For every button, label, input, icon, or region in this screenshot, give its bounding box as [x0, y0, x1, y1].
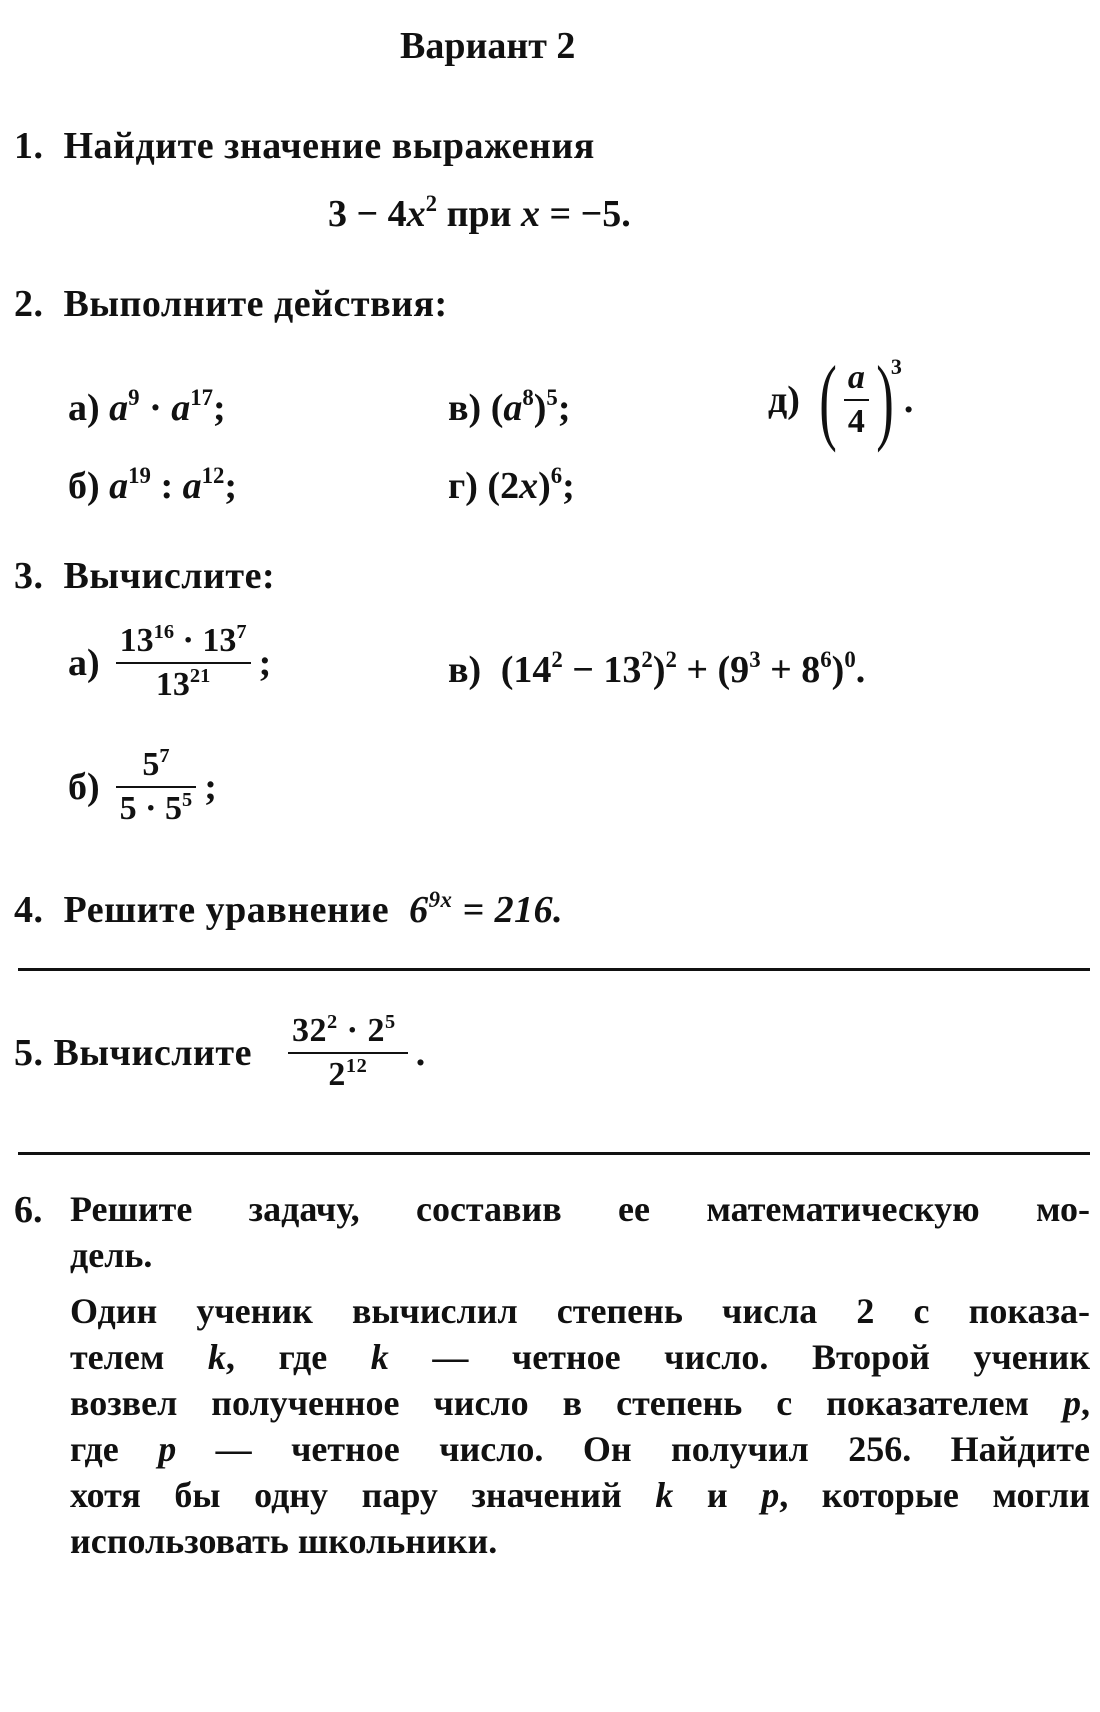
expr-var: k [655, 1475, 674, 1515]
item-label: г) [448, 465, 478, 507]
expr-part: 2 [367, 1012, 385, 1049]
task-5 [14, 1012, 426, 1094]
expr-power: 2 [551, 647, 563, 673]
expr-part: · [139, 387, 172, 429]
expr-part: + 8 [760, 649, 821, 691]
expr-part: = 216. [452, 889, 564, 931]
expr-var: a [171, 387, 191, 429]
expr-part: 32 [291, 1012, 327, 1049]
expr-part: : [150, 465, 183, 507]
fraction-numerator [116, 622, 251, 662]
text-part: — четное число. Второй ученик [388, 1337, 1090, 1377]
task-2b [68, 464, 237, 508]
expr-var: x [519, 465, 539, 507]
divider-line [18, 968, 1090, 971]
task-2a [68, 386, 226, 430]
text-part: — четное число. Он получил 256. Найдите [176, 1429, 1090, 1469]
expr-part: · [174, 622, 203, 659]
expr-power: 21 [189, 664, 211, 687]
task-3-number: 3. [14, 555, 44, 597]
fraction-denominator [152, 664, 214, 704]
task-6-text [70, 1186, 1090, 1278]
expr-power: 12 [345, 1054, 368, 1077]
task-1-heading [14, 124, 595, 168]
task-6-number: 6. [14, 1189, 43, 1231]
fraction-denominator [324, 1054, 371, 1094]
expr-part: 2 [328, 1056, 346, 1093]
expr-power: 9x [428, 887, 453, 913]
expr-var: a [503, 387, 523, 429]
task-3a [68, 622, 271, 704]
task-5-text: Вычислите [53, 1032, 252, 1074]
paren-fraction [812, 346, 901, 453]
task-6-line [70, 1426, 1090, 1472]
expr-part: 3 − 4 [328, 193, 407, 235]
task-3-text: Вычислите: [63, 555, 276, 597]
expr-power: 7 [236, 620, 247, 643]
fraction-denominator: 4 [847, 403, 865, 440]
expr-part: 5 [142, 746, 160, 783]
expr-power: 19 [128, 463, 151, 489]
expr-power: 3 [749, 647, 761, 673]
text-part: и [673, 1475, 762, 1515]
expr-part: − 13 [562, 649, 642, 691]
text-part: , где [225, 1337, 371, 1377]
text-part: использовать школьники. [70, 1521, 498, 1561]
expr-part: · [337, 1012, 368, 1049]
task-6-line: дель. [70, 1235, 153, 1275]
expr-power: 6 [820, 647, 832, 673]
expr-var: a [109, 387, 129, 429]
expr-part: 13 [202, 622, 237, 659]
expr-var: x [406, 193, 426, 235]
expr-part: ; [204, 766, 217, 808]
expr-part: 5 · 5 [119, 790, 182, 827]
task-3v [448, 648, 865, 692]
expr-part: ) [538, 465, 551, 507]
expr-power: 5 [182, 788, 193, 811]
expr-power: 5 [385, 1010, 396, 1033]
task-4-text: Решите уравнение [63, 889, 390, 931]
divider-line [18, 1152, 1090, 1155]
expr-var: k [207, 1337, 226, 1377]
task-3b [68, 746, 217, 828]
item-label: д) [768, 379, 800, 421]
task-2-text: Выполните действия: [63, 283, 448, 325]
expr-power: 8 [522, 385, 534, 411]
expr-power: 12 [201, 463, 225, 489]
task-3-heading [14, 554, 275, 598]
task-6-line [70, 1380, 1090, 1426]
task-4 [14, 888, 563, 932]
fraction-numerator [138, 746, 173, 786]
task-2-number: 2. [14, 283, 44, 325]
item-label: в) [448, 387, 482, 429]
task-2v [448, 386, 570, 430]
expr-var: k [370, 1337, 389, 1377]
expr-part: ( [490, 387, 504, 429]
fraction [116, 622, 251, 704]
expr-power: 7 [159, 744, 170, 767]
expr-power: 2 [665, 647, 677, 673]
expr-part: ; [213, 387, 226, 429]
task-1-number: 1. [14, 125, 44, 167]
right-paren: ) [876, 346, 894, 453]
item-label: а) [68, 642, 100, 684]
item-label: а) [68, 387, 100, 429]
expr-part: 6 [409, 889, 429, 931]
expr-part: + (9 [676, 649, 750, 691]
fraction [288, 1012, 408, 1094]
expr-power: 2 [641, 647, 653, 673]
fraction-numerator [288, 1012, 408, 1052]
text-part: хотя бы одну пару значений [70, 1475, 656, 1515]
task-2-heading [14, 282, 448, 326]
expr-part: ; [557, 387, 571, 429]
expr-power: 9 [128, 385, 140, 411]
expr-part: ; [258, 642, 272, 684]
text-part: Один ученик вычислил степень числа 2 с показа- [70, 1291, 1090, 1331]
fraction-denominator [116, 788, 197, 828]
expr-var: p [1063, 1383, 1081, 1423]
left-paren: ( [819, 346, 837, 453]
text-part: возвел полученное число в степень с показателем [70, 1383, 1063, 1423]
item-label: б) [68, 766, 100, 808]
expr-part: . [415, 1032, 426, 1074]
expr-var: p [761, 1475, 780, 1515]
expr-var: a [182, 465, 202, 507]
expr-part: (14 [500, 649, 552, 691]
task-1-text: Найдите значение выражения [63, 125, 595, 167]
expr-power: 3 [890, 354, 902, 379]
text-part: , [1081, 1383, 1090, 1423]
expr-var: a [109, 465, 129, 507]
expr-power: 5 [546, 385, 558, 411]
task-2g [448, 464, 575, 508]
task-6-line [70, 1472, 1090, 1518]
expr-power: 2 [425, 191, 438, 217]
item-label: б) [68, 465, 100, 507]
expr-part: 13 [119, 622, 154, 659]
task-2d [768, 346, 914, 453]
task-4-number: 4. [14, 889, 44, 931]
expr-var: x [521, 193, 540, 235]
fraction-numerator: a [847, 359, 865, 396]
expr-part: . [855, 649, 866, 691]
fraction [116, 746, 197, 828]
text-part: где [70, 1429, 159, 1469]
task-6-line [70, 1288, 1090, 1334]
expr-part: . [903, 379, 914, 421]
expr-part: ) [533, 387, 547, 429]
fraction [844, 359, 869, 441]
task-1-expression [328, 192, 631, 236]
text-part: телем [70, 1337, 208, 1377]
expr-var: p [158, 1429, 177, 1469]
task-6-line [70, 1334, 1090, 1380]
expr-power: 17 [190, 385, 214, 411]
expr-part: 13 [155, 666, 190, 703]
expr-power: 2 [326, 1010, 338, 1033]
expr-part: ; [562, 465, 575, 507]
text-part: , которые могли [779, 1475, 1090, 1515]
expr-part: ; [224, 465, 238, 507]
expr-part: ) [652, 649, 666, 691]
task-6-line [70, 1518, 1090, 1564]
expr-part: при [437, 193, 521, 235]
task-6-problem [70, 1288, 1090, 1564]
page-title: Вариант 2 [400, 25, 576, 67]
item-label: в) [448, 649, 482, 691]
expr-power: 0 [844, 647, 856, 673]
expr-part: (2 [487, 465, 520, 507]
expr-part: = −5. [540, 193, 631, 235]
task-4-equation [409, 889, 563, 931]
expr-power: 6 [550, 463, 563, 489]
task-5-number: 5. [14, 1032, 44, 1074]
expr-part: ) [831, 649, 845, 691]
task-6-line: Решите задачу, составив ее математическую мо- [70, 1189, 1090, 1229]
expr-power: 16 [153, 620, 175, 643]
